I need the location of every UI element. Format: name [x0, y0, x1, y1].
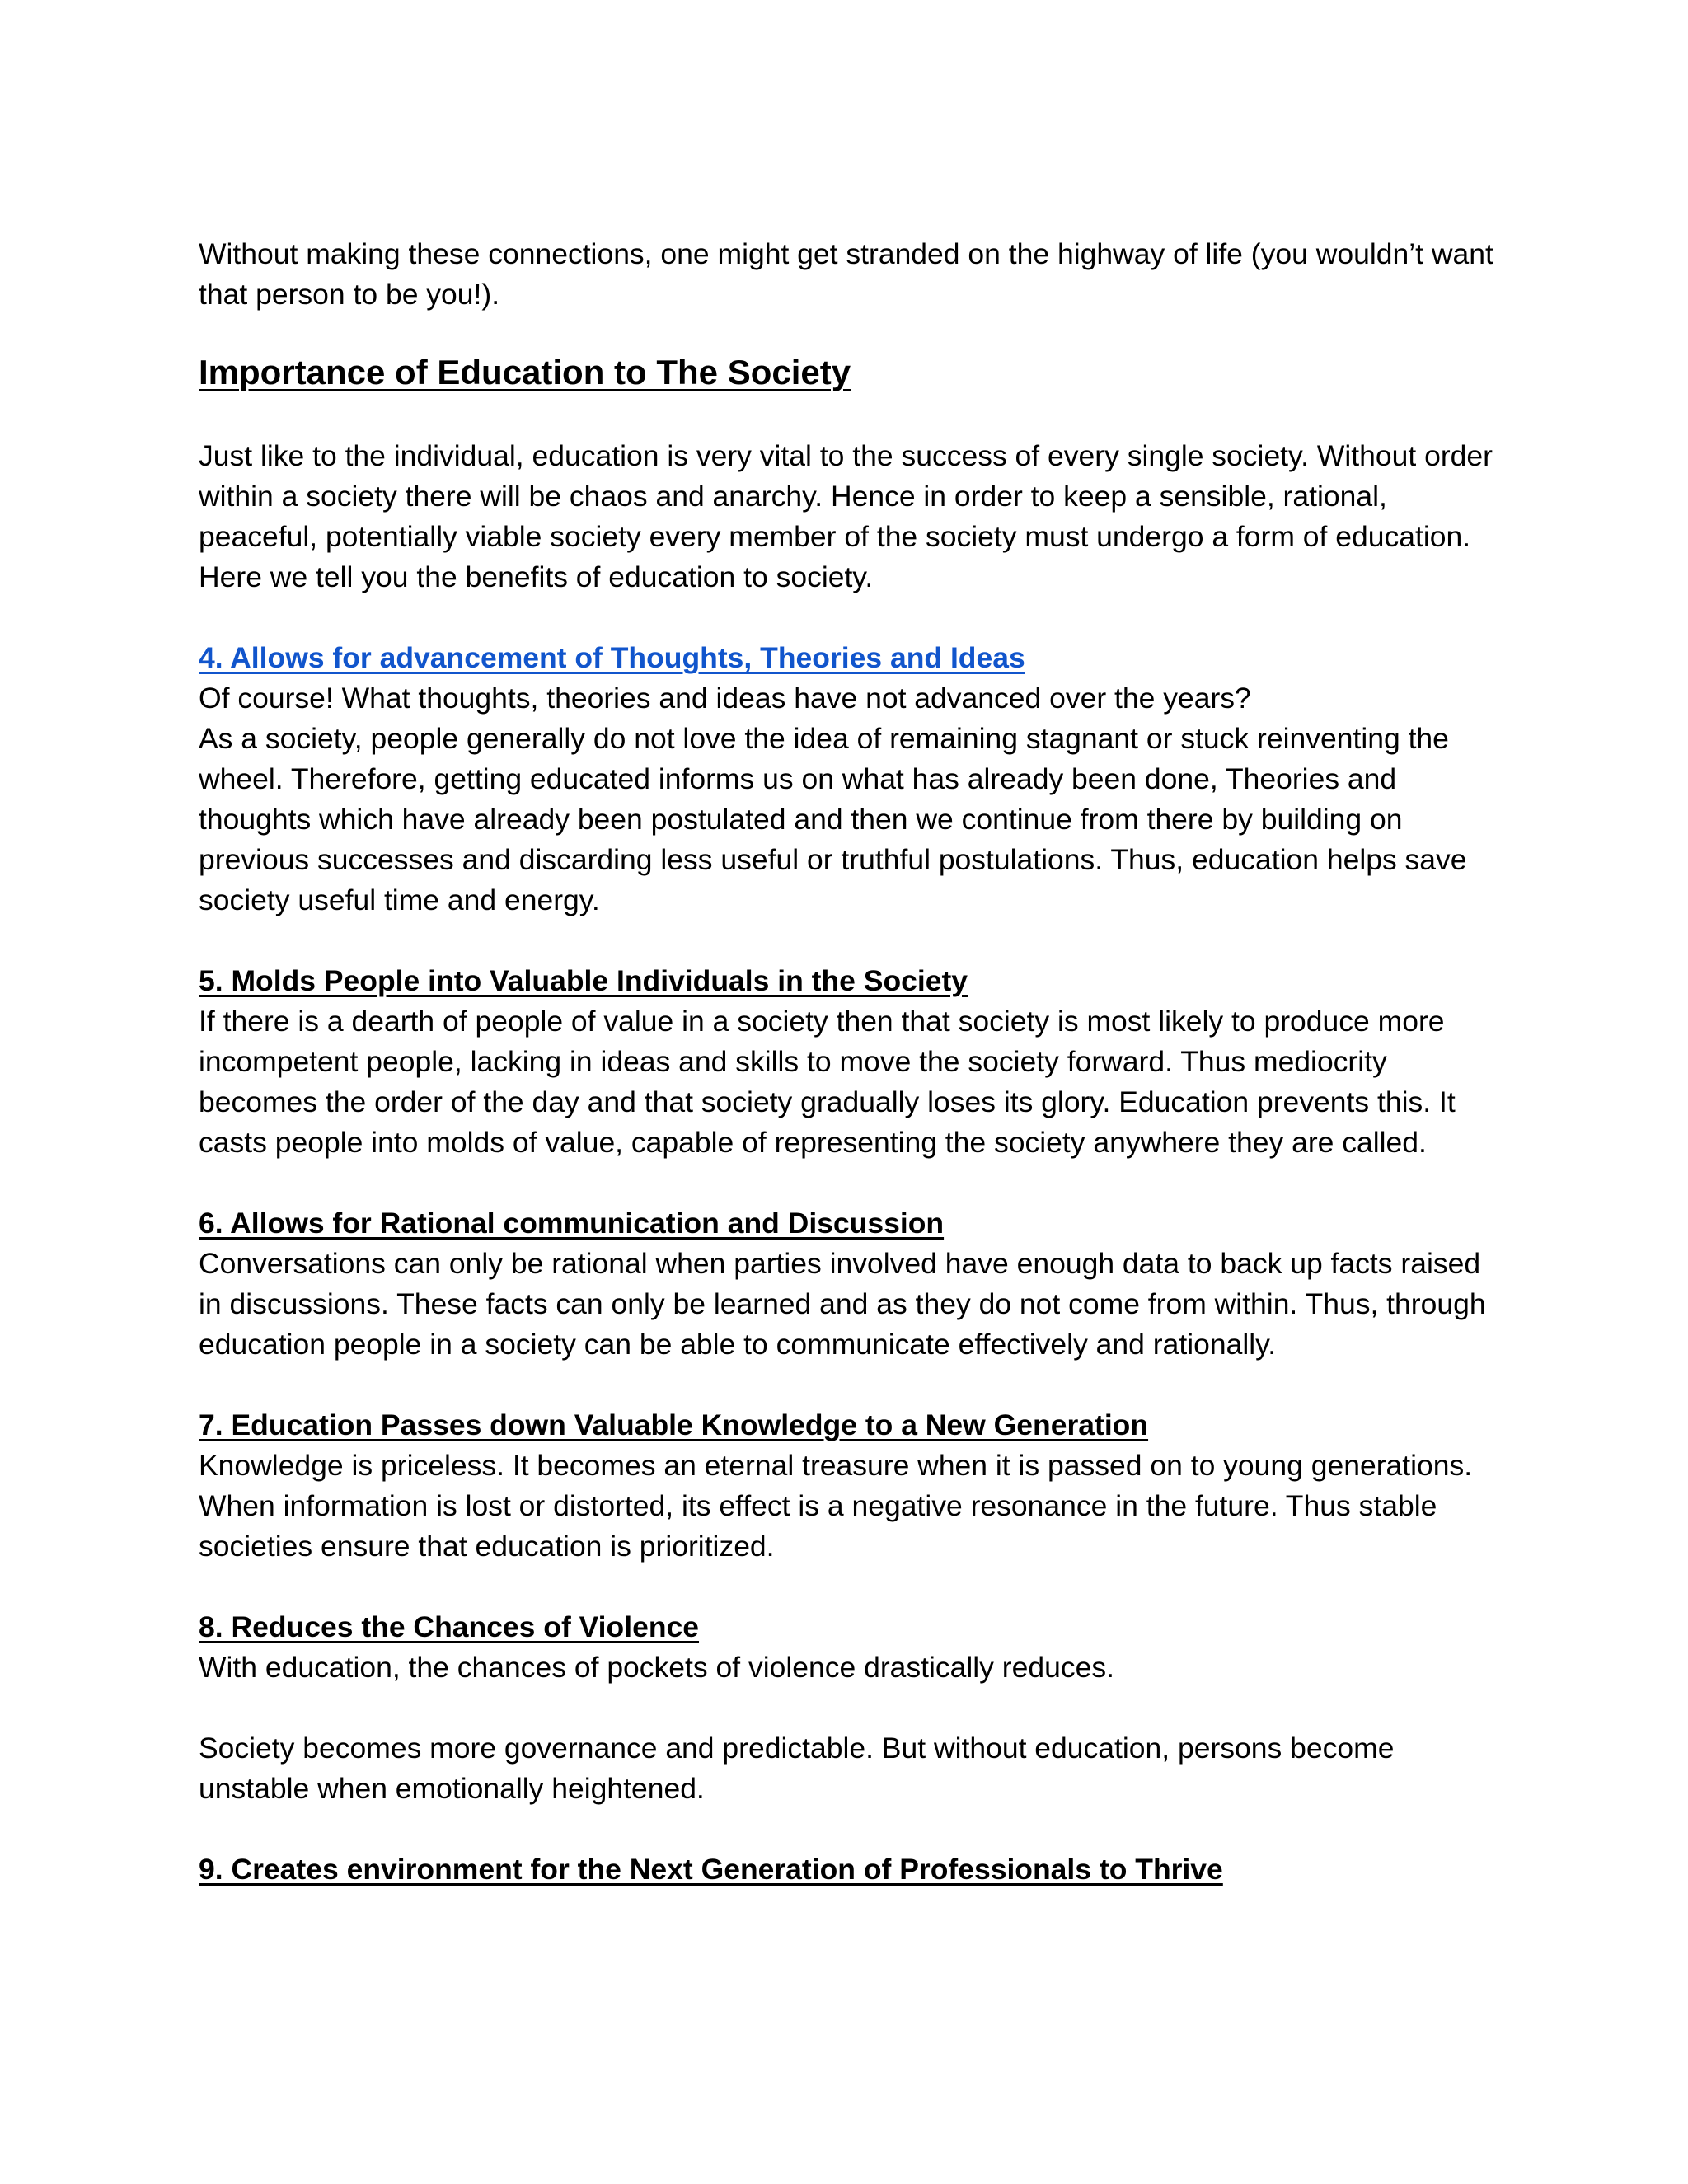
section-4-paragraph-1: Of course! What thoughts, theories and ideas have not advanced over the years?	[199, 682, 1251, 715]
section-5	[199, 961, 1501, 1163]
section-6-heading: 6. Allows for Rational communication and Discussion	[199, 1207, 945, 1240]
spacer	[199, 1688, 1501, 1728]
section-7-heading: 7. Education Passes down Valuable Knowledge to a New Generation	[199, 1408, 1149, 1441]
section-5-paragraph-1: If there is a dearth of people of value in a society then that society is most likely to produce more incompetent people, lacking in ideas and skills to move the society forward. Thus mediocrity becomes the order of the day and that society gradually loses its glory. Education prevents this. It casts people into molds of value, capable of representing the society anywhere they are called.	[199, 1005, 1456, 1159]
section-9-heading: 9. Creates environment for the Next Generation of Professionals to Thrive	[199, 1853, 1223, 1886]
spacer	[199, 921, 1501, 961]
section-7-paragraph-1: Knowledge is priceless. It becomes an eternal treasure when it is passed on to young generations. When information is lost or distorted, its effect is a negative resonance in the future. Thus stable societies ensure that education is prioritized.	[199, 1449, 1473, 1563]
spacer	[199, 1365, 1501, 1405]
section-7	[199, 1405, 1501, 1567]
section-8-paragraph-2: Society becomes more governance and predictable. But without education, persons become unstable when emotionally heightened.	[199, 1732, 1395, 1805]
section-4-heading-link[interactable]: 4. Allows for advancement of Thoughts, Theories and Ideas	[199, 641, 1025, 674]
spacer	[199, 1809, 1501, 1849]
section-4-paragraph-2: As a society, people generally do not love the idea of remaining stagnant or stuck reinventing the wheel. Therefore, getting educated informs us on what has already been done, Theories and thoughts which have already been postulated and then we continue from there by building on previous successes and discarding less useful or truthful postulations. Thus, education helps save society useful time and energy.	[199, 722, 1467, 916]
spacer	[199, 315, 1501, 349]
section-8-paragraph-1: With education, the chances of pockets of violence drastically reduces.	[199, 1651, 1114, 1684]
section-4	[199, 638, 1501, 921]
spacer	[199, 1567, 1501, 1607]
spacer	[199, 598, 1501, 638]
section-5-heading: 5. Molds People into Valuable Individuals in the Society	[199, 964, 968, 997]
spacer	[199, 1163, 1501, 1203]
section-8	[199, 1607, 1501, 1809]
section-9	[199, 1849, 1501, 1890]
main-heading: Importance of Education to The Society	[199, 353, 851, 391]
spacer	[199, 396, 1501, 436]
section-6	[199, 1203, 1501, 1365]
intro-paragraph: Without making these connections, one might get stranded on the highway of life (you wouldn’t want that person to be you!).	[199, 237, 1493, 311]
document-page	[199, 234, 1501, 1890]
lead-paragraph: Just like to the individual, education is very vital to the success of every single society. Without order within a society there will be chaos and anarchy. Hence in order to keep a sensible, rational, peaceful, potentially viable society every member of the society must undergo a form of education. Here we tell you the benefits of education to society.	[199, 439, 1493, 593]
section-8-heading: 8. Reduces the Chances of Violence	[199, 1610, 700, 1643]
section-6-paragraph-1: Conversations can only be rational when parties involved have enough data to back up facts raised in discussions. These facts can only be learned and as they do not come from within. Thus, through education people in a society can be able to communicate effectively and rationally.	[199, 1247, 1486, 1361]
